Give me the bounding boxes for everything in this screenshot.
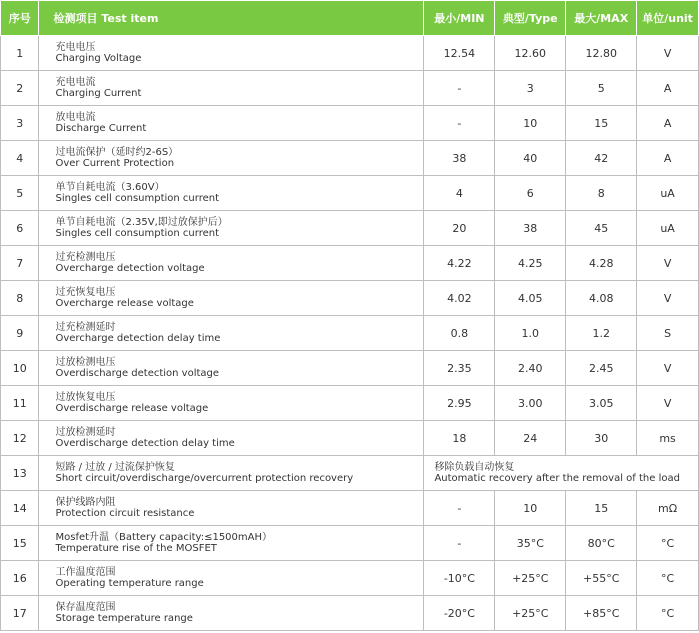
typ-value: 1.0 xyxy=(495,316,566,351)
test-item xyxy=(39,246,424,281)
typ-value: 4.05 xyxy=(495,281,566,316)
min-value: 4 xyxy=(424,176,495,211)
row-number: 3 xyxy=(1,106,39,141)
max-value: 45 xyxy=(566,211,637,246)
typ-value: 3.00 xyxy=(495,386,566,421)
row-number: 6 xyxy=(1,211,39,246)
max-value: 1.2 xyxy=(566,316,637,351)
table-row xyxy=(1,526,699,561)
min-value: 2.95 xyxy=(424,386,495,421)
item-cn: 充电电压 xyxy=(55,42,96,53)
item-en: Charging Current xyxy=(55,88,142,99)
header-row xyxy=(1,1,699,36)
item-en: Temperature rise of the MOSFET xyxy=(55,543,217,554)
unit-value: uA xyxy=(637,176,699,211)
header-unit: 单位/unit xyxy=(637,1,699,36)
item-cn: 过放检测延时 xyxy=(55,427,116,438)
row-number: 13 xyxy=(1,456,39,491)
header-no: 序号 xyxy=(1,1,39,36)
unit-value: °C xyxy=(637,596,699,631)
row-number: 4 xyxy=(1,141,39,176)
test-item xyxy=(39,176,424,211)
item-cn: 充电电流 xyxy=(55,77,96,88)
unit-value: °C xyxy=(637,526,699,561)
min-value: - xyxy=(424,491,495,526)
row-number: 5 xyxy=(1,176,39,211)
item-cn: 过电流保护（延时约2-6S） xyxy=(55,147,179,158)
header-test-item: 检测项目 Test item xyxy=(39,1,424,36)
row-number: 1 xyxy=(1,36,39,71)
item-en: Overdischarge detection delay time xyxy=(55,438,235,449)
max-value: 5 xyxy=(566,71,637,106)
unit-value: V xyxy=(637,351,699,386)
row-number: 16 xyxy=(1,561,39,596)
table-row xyxy=(1,491,699,526)
row-number: 10 xyxy=(1,351,39,386)
typ-value: 6 xyxy=(495,176,566,211)
typ-value: 10 xyxy=(495,106,566,141)
typ-value: 3 xyxy=(495,71,566,106)
item-cn: Mosfet升温（Battery capacity:≤1500mAH） xyxy=(55,532,273,543)
min-value: - xyxy=(424,526,495,561)
min-value: -10°C xyxy=(424,561,495,596)
table-row xyxy=(1,246,699,281)
min-value: 38 xyxy=(424,141,495,176)
row-number: 9 xyxy=(1,316,39,351)
item-cn: 过放检测电压 xyxy=(55,357,116,368)
table-row xyxy=(1,351,699,386)
test-item xyxy=(39,316,424,351)
table-row xyxy=(1,36,699,71)
unit-value: S xyxy=(637,316,699,351)
max-value: 4.28 xyxy=(566,246,637,281)
min-value: - xyxy=(424,71,495,106)
row-number: 11 xyxy=(1,386,39,421)
note-cn: 移除负载自动恢复 xyxy=(434,462,515,473)
item-cn: 工作温度范围 xyxy=(55,567,116,578)
table-row xyxy=(1,141,699,176)
table-row xyxy=(1,211,699,246)
max-value: 80°C xyxy=(566,526,637,561)
min-value: 4.22 xyxy=(424,246,495,281)
item-en: Overcharge detection delay time xyxy=(55,333,221,344)
max-value: 15 xyxy=(566,106,637,141)
item-cn: 过充检测电压 xyxy=(55,252,116,263)
item-cn: 过充恢复电压 xyxy=(55,287,116,298)
max-value: 4.08 xyxy=(566,281,637,316)
test-item xyxy=(39,106,424,141)
typ-value: 24 xyxy=(495,421,566,456)
item-en: Singles cell consumption current xyxy=(55,228,219,239)
unit-value: V xyxy=(637,36,699,71)
min-value: - xyxy=(424,106,495,141)
max-value: 30 xyxy=(566,421,637,456)
unit-value: A xyxy=(637,106,699,141)
row-number: 15 xyxy=(1,526,39,561)
test-item xyxy=(39,456,424,491)
typ-value: 10 xyxy=(495,491,566,526)
item-en: Storage temperature range xyxy=(55,613,193,624)
typ-value: 2.40 xyxy=(495,351,566,386)
recovery-note xyxy=(424,456,699,491)
unit-value: mΩ xyxy=(637,491,699,526)
item-en: Over Current Protection xyxy=(55,158,175,169)
note-en: Automatic recovery after the removal of the load xyxy=(434,473,680,484)
test-item xyxy=(39,71,424,106)
typ-value: 4.25 xyxy=(495,246,566,281)
table-row xyxy=(1,176,699,211)
item-cn: 保护线路内阻 xyxy=(55,497,116,508)
table-row xyxy=(1,281,699,316)
item-cn: 单节自耗电流（2.35V,即过放保护后） xyxy=(55,217,228,228)
unit-value: A xyxy=(637,141,699,176)
item-en: Overdischarge detection voltage xyxy=(55,368,220,379)
item-en: Overcharge release voltage xyxy=(55,298,194,309)
test-item xyxy=(39,351,424,386)
min-value: 20 xyxy=(424,211,495,246)
table-row xyxy=(1,106,699,141)
max-value: 15 xyxy=(566,491,637,526)
typ-value: 40 xyxy=(495,141,566,176)
max-value: +85°C xyxy=(566,596,637,631)
item-en: Overcharge detection voltage xyxy=(55,263,205,274)
test-item xyxy=(39,421,424,456)
row-number: 2 xyxy=(1,71,39,106)
unit-value: uA xyxy=(637,211,699,246)
unit-value: V xyxy=(637,246,699,281)
max-value: 3.05 xyxy=(566,386,637,421)
min-value: -20°C xyxy=(424,596,495,631)
header-type: 典型/Type xyxy=(495,1,566,36)
item-cn: 放电电流 xyxy=(55,112,96,123)
typ-value: 38 xyxy=(495,211,566,246)
item-en: Overdischarge release voltage xyxy=(55,403,209,414)
item-en: Short circuit/overdischarge/overcurrent protection recovery xyxy=(55,473,354,484)
test-item xyxy=(39,36,424,71)
test-item xyxy=(39,526,424,561)
test-item xyxy=(39,281,424,316)
max-value: 42 xyxy=(566,141,637,176)
item-en: Charging Voltage xyxy=(55,53,142,64)
item-cn: 过充检测延时 xyxy=(55,322,116,333)
table-row xyxy=(1,561,699,596)
row-number: 17 xyxy=(1,596,39,631)
item-cn: 短路 / 过放 / 过流保护恢复 xyxy=(55,462,175,473)
header-min: 最小/MIN xyxy=(424,1,495,36)
item-en: Protection circuit resistance xyxy=(55,508,195,519)
table-row xyxy=(1,316,699,351)
min-value: 0.8 xyxy=(424,316,495,351)
typ-value: 35°C xyxy=(495,526,566,561)
test-item xyxy=(39,596,424,631)
unit-value: V xyxy=(637,386,699,421)
test-item xyxy=(39,141,424,176)
min-value: 12.54 xyxy=(424,36,495,71)
test-item xyxy=(39,561,424,596)
item-cn: 过放恢复电压 xyxy=(55,392,116,403)
max-value: +55°C xyxy=(566,561,637,596)
item-en: Singles cell consumption current xyxy=(55,193,219,204)
unit-value: ms xyxy=(637,421,699,456)
unit-value: V xyxy=(637,281,699,316)
unit-value: °C xyxy=(637,561,699,596)
row-number: 7 xyxy=(1,246,39,281)
max-value: 8 xyxy=(566,176,637,211)
item-cn: 单节自耗电流（3.60V） xyxy=(55,182,165,193)
typ-value: 12.60 xyxy=(495,36,566,71)
table-row xyxy=(1,386,699,421)
table-row xyxy=(1,456,699,491)
test-item xyxy=(39,211,424,246)
unit-value: A xyxy=(637,71,699,106)
max-value: 12.80 xyxy=(566,36,637,71)
row-number: 14 xyxy=(1,491,39,526)
max-value: 2.45 xyxy=(566,351,637,386)
row-number: 8 xyxy=(1,281,39,316)
typ-value: +25°C xyxy=(495,561,566,596)
row-number: 12 xyxy=(1,421,39,456)
table-row xyxy=(1,596,699,631)
table-row xyxy=(1,421,699,456)
typ-value: +25°C xyxy=(495,596,566,631)
item-cn: 保存温度范围 xyxy=(55,602,116,613)
test-item xyxy=(39,491,424,526)
item-en: Discharge Current xyxy=(55,123,147,134)
item-en: Operating temperature range xyxy=(55,578,204,589)
min-value: 4.02 xyxy=(424,281,495,316)
min-value: 18 xyxy=(424,421,495,456)
test-item xyxy=(39,386,424,421)
table-row xyxy=(1,71,699,106)
min-value: 2.35 xyxy=(424,351,495,386)
header-max: 最大/MAX xyxy=(566,1,637,36)
